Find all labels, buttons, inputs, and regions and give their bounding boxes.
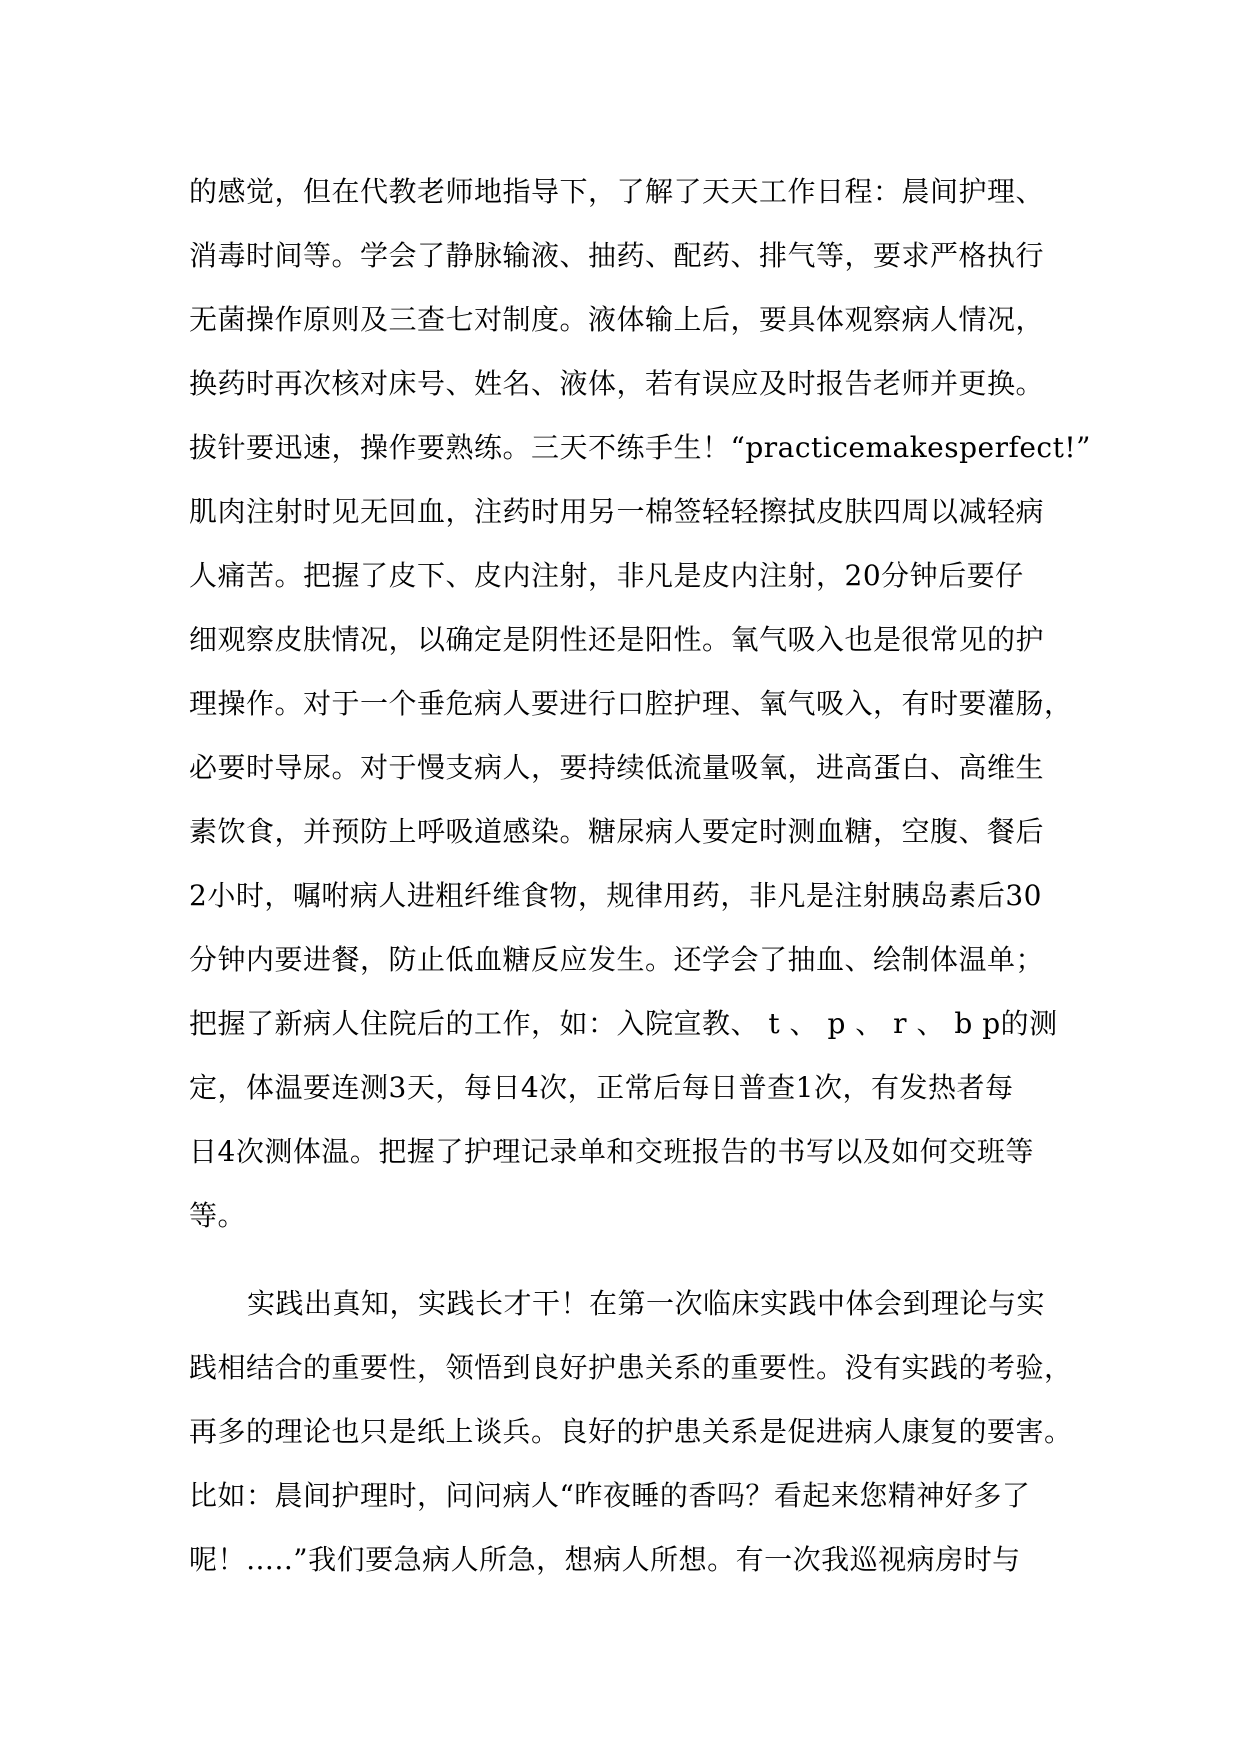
text-line: 践相结合的重要性，领悟到良好护患关系的重要性。没有实践的考验， [189, 1351, 1073, 1384]
body-text [189, 160, 1091, 1592]
text-line: 细观察皮肤情况，以确定是阴性还是阳性。氧气吸入也是很常见的护 [189, 623, 1045, 656]
text-line: 换药时再次核对床号、姓名、液体，若有误应及时报告老师并更换。 [189, 367, 1045, 400]
paragraph-spacer [189, 1248, 1059, 1272]
text-line: 拔针要迅速，操作要熟练。三天不练手生！“practicemakesperfect!” [189, 431, 1091, 464]
text-line: 的感觉，但在代教老师地指导下，了解了天天工作日程：晨间护理、 [189, 175, 1045, 208]
text-line: 人痛苦。把握了皮下、皮内注射，非凡是皮内注射，20分钟后要仔 [189, 559, 1024, 592]
text-line: 再多的理论也只是纸上谈兵。良好的护患关系是促进病人康复的要害。 [189, 1415, 1073, 1448]
text-line: 定，体温要连测3天，每日4次，正常后每日普查1次，有发热者每 [189, 1071, 1014, 1104]
text-line: 等。 [189, 1199, 247, 1232]
text-line: 比如：晨间护理时，问问病人“昨夜睡的香吗？看起来您精神好多了 [189, 1479, 1031, 1512]
text-line: 日4次测体温。把握了护理记录单和交班报告的书写以及如何交班等 [189, 1135, 1034, 1168]
text-line: 实践出真知，实践长才干！在第一次临床实践中体会到理论与实 [247, 1287, 1046, 1320]
text-line: 无菌操作原则及三查七对制度。液体输上后，要具体观察病人情况， [189, 303, 1045, 336]
text-line: 理操作。对于一个垂危病人要进行口腔护理、氧气吸入，有时要灌肠， [189, 687, 1073, 720]
text-line: 呢！…..”我们要急病人所急，想病人所想。有一次我巡视病房时与 [189, 1543, 1021, 1576]
text-line: 2小时，嘱咐病人进粗纤维食物，规律用药，非凡是注射胰岛素后30 [189, 879, 1042, 912]
text-line: 分钟内要进餐，防止低血糖反应发生。还学会了抽血、绘制体温单； [189, 943, 1045, 976]
text-line: 必要时导尿。对于慢支病人，要持续低流量吸氧，进高蛋白、高维生 [189, 751, 1045, 784]
paragraph-2 [189, 1272, 1073, 1592]
text-line: 素饮食，并预防上呼吸道感染。糖尿病人要定时测血糖，空腹、餐后 [189, 815, 1045, 848]
paragraph-1 [189, 160, 1091, 1248]
text-line: 把握了新病人住院后的工作，如：入院宣教、 t 、 p 、 r 、 b p的测 [189, 1007, 1058, 1040]
text-line: 肌肉注射时见无回血，注药时用另一棉签轻轻擦拭皮肤四周以减轻病 [189, 495, 1045, 528]
text-line: 消毒时间等。学会了静脉输液、抽药、配药、排气等，要求严格执行 [189, 239, 1045, 272]
